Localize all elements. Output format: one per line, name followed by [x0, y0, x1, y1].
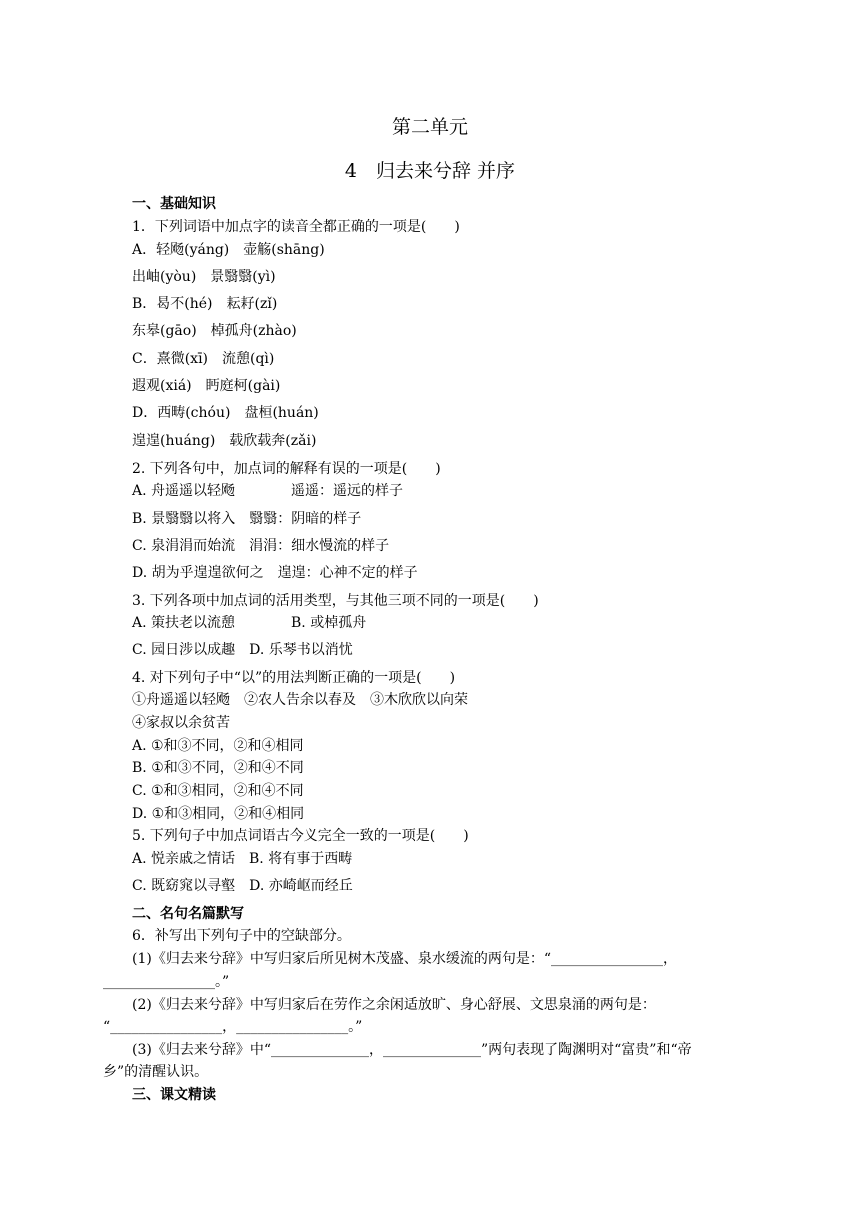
q1-option-c-cont: 遐观(xiá) 眄庭柯(gài) [132, 378, 281, 394]
q5-options-cd: C. 既窈窕以寻壑 D. 亦崎岖而经丘 [132, 878, 353, 894]
q4-sentence-4: ④家叔以余贫苦 [132, 715, 230, 731]
q1-option-d: D．西畴(chóu) 盘桓(huán) [132, 405, 319, 421]
q1-option-a-cont: 出岫(yòu) 景翳翳(yì) [132, 269, 276, 285]
q4-sentences: ①舟遥遥以轻飏 ②农人告余以春及 ③木欣欣以向荣 [132, 692, 468, 708]
q6-part1-cont: ________________。” [103, 974, 230, 990]
q4-option-b: B. ①和③不同，②和④不同 [132, 760, 304, 776]
q2-stem: 2. 下列各句中，加点词的解释有误的一项是( ) [132, 461, 441, 477]
q2-option-b: B. 景翳翳以将入 翳翳：阴暗的样子 [132, 511, 362, 527]
q4-option-c: C. ①和③相同，②和④不同 [132, 783, 304, 799]
q1-option-b-cont: 东皋(gāo) 棹孤舟(zhào) [132, 323, 297, 339]
q1-option-b: B．曷不(hé) 耘耔(zǐ) [132, 296, 278, 312]
q6-part3: (3)《归去来兮辞》中“______________，______________”两句表现了陶渊明对“富贵”和“帝 [132, 1042, 692, 1058]
q5-options-ab: A. 悦亲戚之情话 B. 将有事于西畴 [132, 851, 353, 867]
q4-option-d: D. ①和③相同，②和④相同 [132, 806, 305, 822]
q6-part1: (1)《归去来兮辞》中写归家后所见树木茂盛、泉水缓流的两句是：“________________， [132, 951, 677, 967]
q5-stem: 5. 下列句子中加点词语古今义完全一致的一项是( ) [132, 828, 469, 844]
section-heading-basic: 一、基础知识 [132, 196, 216, 212]
q4-stem: 4. 对下列句子中“以”的用法判断正确的一项是( ) [132, 670, 456, 686]
section-heading-reading: 三、课文精读 [132, 1087, 216, 1103]
q2-option-d: D. 胡为乎遑遑欲何之 遑遑：心神不定的样子 [132, 565, 418, 581]
q3-options-cd: C. 园日涉以成趣 D. 乐琴书以消忧 [132, 642, 353, 658]
lesson-title: 4 归去来兮辞 并序 [344, 160, 516, 182]
q1-option-c: C．熹微(xī) 流憩(qì) [132, 351, 275, 367]
q1-option-d-cont: 遑遑(huáng) 载欣载奔(zǎi) [132, 433, 317, 449]
section-heading-recitation: 二、名句名篇默写 [132, 906, 244, 922]
q1-option-a: A．轻飏(yáng) 壶觞(shāng) [132, 242, 325, 258]
q1-stem: 1．下列词语中加点字的读音全都正确的一项是( ) [132, 219, 460, 235]
q3-options-ab: A. 策扶老以流憩 B. 或棹孤舟 [132, 615, 367, 631]
q6-part2-cont: “________________，________________。” [103, 1019, 363, 1035]
q6-stem: 6．补写出下列句子中的空缺部分。 [132, 928, 351, 944]
q2-option-a: A. 舟遥遥以轻飏 遥遥：遥远的样子 [132, 483, 404, 499]
q6-part2: (2)《归去来兮辞》中写归家后在劳作之余闲适放旷、身心舒展、文思泉涌的两句是： [132, 997, 656, 1013]
q6-part3-cont: 乡”的清醒认识。 [103, 1064, 209, 1080]
unit-title: 第二单元 [391, 116, 468, 138]
q3-stem: 3. 下列各项中加点词的活用类型，与其他三项不同的一项是( ) [132, 593, 539, 609]
q2-option-c: C. 泉涓涓而始流 涓涓：细水慢流的样子 [132, 538, 390, 554]
q4-option-a: A. ①和③不同，②和④相同 [132, 738, 304, 754]
